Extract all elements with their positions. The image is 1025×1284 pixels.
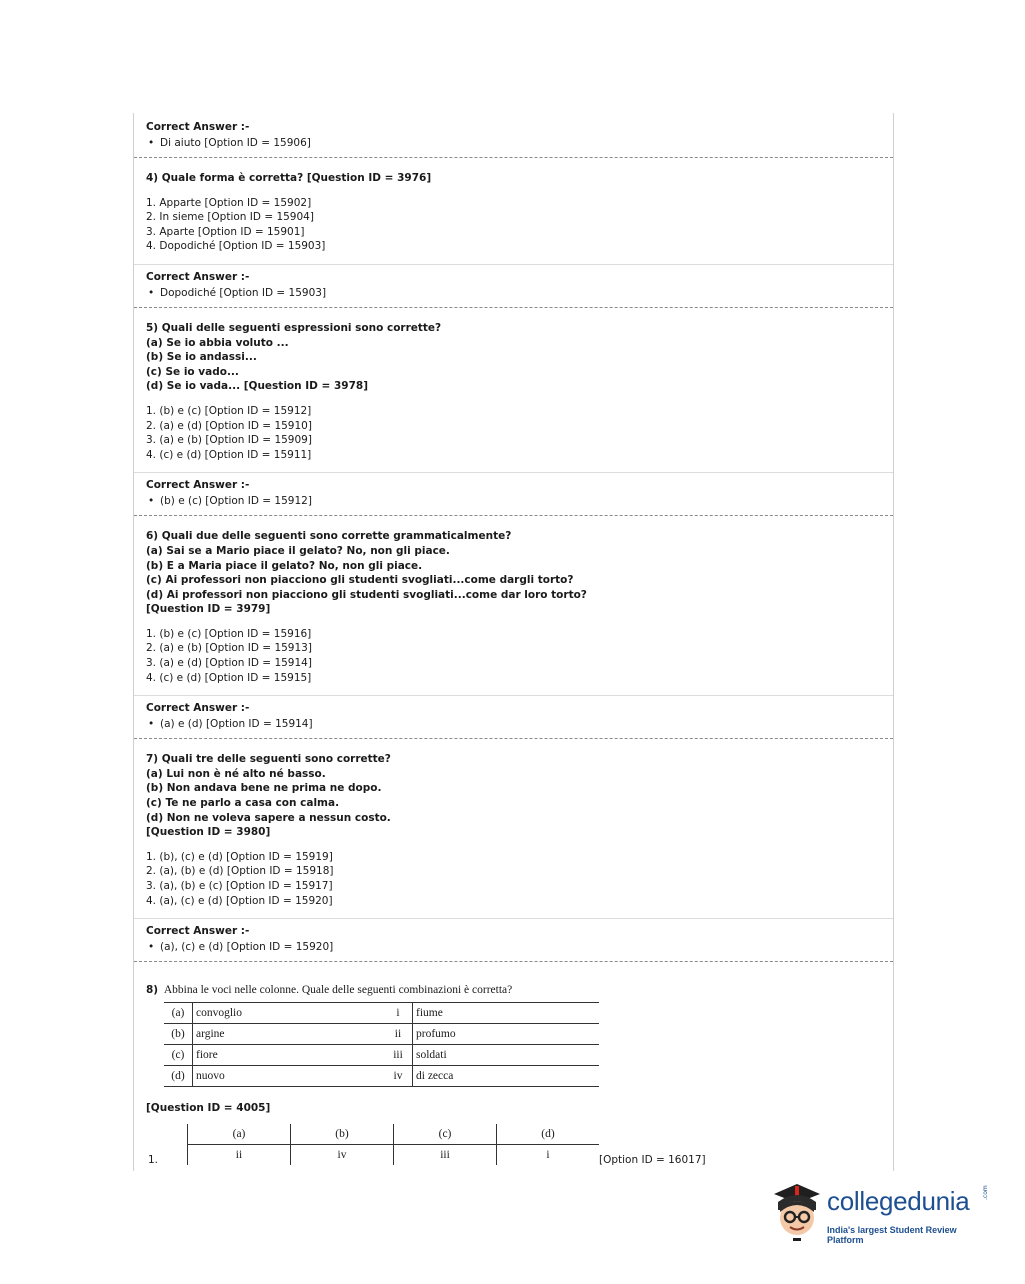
question-paper [133, 113, 894, 1171]
grid-header-row [188, 1124, 600, 1145]
question-4 [134, 158, 893, 254]
match-key: (a) [164, 1003, 193, 1024]
answer-bullet: • Di aiuto [Option ID = 15906] [148, 137, 311, 149]
brand-logo [768, 1180, 993, 1248]
match-right: profumo [413, 1024, 600, 1045]
question-5 [134, 308, 893, 462]
option-1-row [146, 1122, 881, 1170]
question-id: [Question ID = 4005] [146, 1102, 271, 1115]
answer-block-q4 [134, 265, 893, 302]
option-item: 4. (c) e (d) [Option ID = 15915] [146, 671, 312, 684]
match-left: convoglio [193, 1003, 385, 1024]
grid-value-row [188, 1144, 600, 1165]
question-text [146, 529, 881, 617]
grid-head-cell: (b) [291, 1124, 394, 1145]
question-title [146, 982, 881, 998]
question-text [146, 321, 881, 394]
grid-value-cell: ii [188, 1144, 291, 1165]
option-grid [187, 1124, 599, 1165]
answer-bullet: • (a) e (d) [Option ID = 15914] [148, 718, 313, 731]
answer-label: Correct Answer :- [146, 479, 250, 492]
option-item: 1. (b), (c) e (d) [Option ID = 15919] [146, 850, 333, 863]
question-line: [Question ID = 3980] [146, 826, 271, 839]
grid-head-cell: (c) [394, 1124, 497, 1145]
answer-block-q6 [134, 696, 893, 733]
option-item: 4. Dopodiché [Option ID = 15903] [146, 240, 326, 253]
match-roman: iv [384, 1066, 413, 1087]
match-right: fiume [413, 1003, 600, 1024]
question-line: (b) Se io andassi... [146, 351, 257, 364]
option-item: 3. (a) e (b) [Option ID = 15909] [146, 434, 312, 447]
question-line: (d) Se io vada... [Question ID = 3978] [146, 380, 369, 393]
answer-block-q7 [134, 919, 893, 956]
answer-bullet: • (a), (c) e (d) [Option ID = 15920] [148, 941, 334, 954]
option-item: 2. In sieme [Option ID = 15904] [146, 211, 314, 224]
option-item: 1. (b) e (c) [Option ID = 15912] [146, 404, 312, 417]
question-line: (a) Se io abbia voluto ... [146, 336, 289, 349]
brand-name: collegedunia [827, 1186, 970, 1216]
match-left: argine [193, 1024, 385, 1045]
match-roman: ii [384, 1024, 413, 1045]
match-roman: i [384, 1003, 413, 1024]
question-line: (a) Sai se a Mario piace il gelato? No, non gli piace. [146, 544, 450, 557]
question-title: 4) Quale forma è corretta? [Question ID = 3976] [146, 172, 432, 184]
brand-tagline: India's largest Student Review Platform [827, 1225, 957, 1245]
option-item: 1. (b) e (c) [Option ID = 15916] [146, 627, 312, 640]
match-key: (d) [164, 1066, 193, 1087]
options-list [146, 404, 881, 462]
option-item: 2. (a) e (d) [Option ID = 15910] [146, 419, 312, 432]
grid-head-cell: (a) [188, 1124, 291, 1145]
option-id: [Option ID = 16017] [599, 1153, 706, 1166]
answer-text: (a) e (d) [Option ID = 15914] [160, 718, 313, 731]
table-row [164, 1066, 599, 1087]
question-6 [134, 516, 893, 685]
match-right: soldati [413, 1045, 600, 1066]
options-list [146, 627, 881, 685]
options-list [146, 850, 881, 908]
question-text [146, 752, 881, 840]
question-line: 5) Quali delle seguenti espressioni sono corrette? [146, 321, 442, 334]
question-line: 7) Quali tre delle seguenti sono corrette? [146, 753, 391, 766]
mascot-icon [768, 1180, 826, 1246]
option-item: 2. (a), (b) e (d) [Option ID = 15918] [146, 865, 334, 878]
question-line: [Question ID = 3979] [146, 603, 271, 616]
match-left: nuovo [193, 1066, 385, 1087]
match-right: di zecca [413, 1066, 600, 1087]
answer-bullet: • (b) e (c) [Option ID = 15912] [148, 495, 312, 508]
answer-bullet: • Dopodiché [Option ID = 15903] [148, 286, 327, 299]
question-line: (d) Non ne voleva sapere a nessun costo. [146, 811, 391, 824]
match-key: (c) [164, 1045, 193, 1066]
answer-text: (b) e (c) [Option ID = 15912] [160, 495, 312, 508]
question-line: (c) Te ne parlo a casa con calma. [146, 797, 340, 810]
answer-label: Correct Answer :- [146, 925, 250, 938]
answer-text: Dopodiché [Option ID = 15903] [160, 286, 327, 299]
option-item: 2. (a) e (b) [Option ID = 15913] [146, 642, 312, 655]
question-8 [134, 962, 893, 1170]
answer-label: Correct Answer :- [146, 270, 250, 283]
table-row [164, 1003, 599, 1024]
option-item: 3. (a), (b) e (c) [Option ID = 15917] [146, 880, 333, 892]
question-line: (b) Non andava bene ne prima ne dopo. [146, 782, 382, 795]
grid-head-cell: (d) [497, 1124, 600, 1145]
answer-block-q3 [134, 113, 893, 152]
grid-value-cell: i [497, 1144, 600, 1165]
answer-label: Correct Answer :- [146, 702, 250, 715]
match-roman: iii [384, 1045, 413, 1066]
option-item: 4. (a), (c) e (d) [Option ID = 15920] [146, 894, 333, 907]
answer-label: Correct Answer :- [146, 121, 250, 133]
question-line: (c) Se io vado... [146, 365, 239, 378]
question-line: (b) E a Maria piace il gelato? No, non gli piace. [146, 559, 423, 572]
question-line: (c) Ai professori non piacciono gli studenti svogliati...come dargli torto? [146, 574, 574, 587]
option-item: 3. Aparte [Option ID = 15901] [146, 225, 305, 238]
match-left: fiore [193, 1045, 385, 1066]
question-line: 6) Quali due delle seguenti sono corrette grammaticalmente? [146, 530, 512, 543]
question-text: Abbina le voci nelle colonne. Quale delle seguenti combinazioni è corretta? [163, 984, 513, 997]
table-row [164, 1024, 599, 1045]
options-list [146, 196, 881, 254]
match-table [164, 1002, 599, 1087]
question-7 [134, 739, 893, 908]
answer-text: Di aiuto [Option ID = 15906] [160, 137, 311, 149]
grid-value-cell: iii [394, 1144, 497, 1165]
grid-value-cell: iv [291, 1144, 394, 1165]
brand-suffix: .com [982, 1185, 989, 1200]
answer-text: (a), (c) e (d) [Option ID = 15920] [160, 941, 334, 954]
answer-block-q5 [134, 473, 893, 510]
option-item: 3. (a) e (d) [Option ID = 15914] [146, 657, 312, 670]
option-item: 1. Apparte [Option ID = 15902] [146, 196, 312, 209]
match-key: (b) [164, 1024, 193, 1045]
table-row [164, 1045, 599, 1066]
question-line: (a) Lui non è né alto né basso. [146, 767, 326, 780]
option-item: 4. (c) e (d) [Option ID = 15911] [146, 448, 312, 461]
question-line: (d) Ai professori non piacciono gli studenti svogliati...come dar loro torto? [146, 588, 587, 601]
option-number: 1. [148, 1153, 159, 1166]
question-number: 8) [146, 984, 159, 997]
